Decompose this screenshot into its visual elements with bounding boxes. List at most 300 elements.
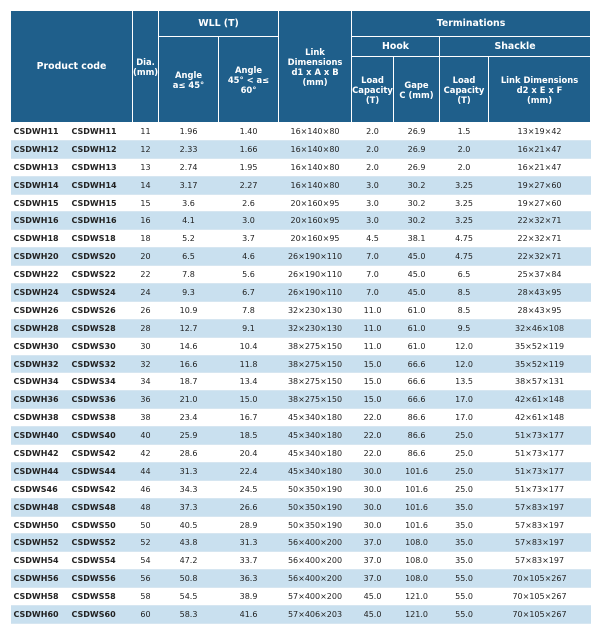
product-code-shackle-cell: CSDWH12 (70, 140, 133, 158)
link-dimensions-cell: 20×160×95 (279, 194, 352, 212)
wll-angle-60-cell: 4.6 (219, 248, 279, 266)
product-code-hook-cell: CSDWH20 (11, 248, 70, 266)
link-dimensions-cell: 57×406×203 (279, 606, 352, 624)
terminations-header: Terminations (352, 11, 591, 37)
shackle-load-capacity-cell: 8.5 (440, 284, 489, 302)
shackle-load-capacity-cell: 2.0 (440, 140, 489, 158)
wll-angle-45-cell: 43.8 (159, 534, 219, 552)
dia-header-title: Dia. (136, 56, 155, 67)
shackle-link-dimensions-cell: 19×27×60 (489, 194, 591, 212)
wll-angle-45-cell: 21.0 (159, 391, 219, 409)
table-row (11, 266, 591, 284)
hook-gape-cell: 30.2 (394, 194, 440, 212)
shackle-link-dimensions-cell: 16×21×47 (489, 158, 591, 176)
link-dimensions-cell: 32×230×130 (279, 319, 352, 337)
shackle-load-capacity-cell: 35.0 (440, 498, 489, 516)
link-dimensions-cell: 38×275×150 (279, 337, 352, 355)
table-row (11, 140, 591, 158)
shackle-load-capacity-header (440, 57, 489, 123)
product-code-shackle-cell: CSDWS60 (70, 606, 133, 624)
hook-header: Hook (352, 37, 440, 57)
product-code-hook-cell: CSDWH16 (11, 212, 70, 230)
link-dimensions-cell: 45×340×180 (279, 445, 352, 463)
wll-angle-45-cell: 28.6 (159, 445, 219, 463)
dia-cell: 54 (133, 552, 159, 570)
table-row (11, 194, 591, 212)
dia-cell: 34 (133, 373, 159, 391)
wll-angle-45-cell: 54.5 (159, 588, 219, 606)
product-code-hook-cell: CSDWH40 (11, 427, 70, 445)
product-code-shackle-cell: CSDWS22 (70, 266, 133, 284)
shackle-link-dimensions-cell: 22×32×71 (489, 230, 591, 248)
wll-angle-60-cell: 16.7 (219, 409, 279, 427)
dia-cell: 11 (133, 123, 159, 141)
hook-gape-cell: 45.0 (394, 248, 440, 266)
link-dimensions-cell: 50×350×190 (279, 498, 352, 516)
wll-angle-60-cell: 1.95 (219, 158, 279, 176)
dia-cell: 56 (133, 570, 159, 588)
hook-load-capacity-cell: 7.0 (352, 284, 394, 302)
dia-cell: 30 (133, 337, 159, 355)
link-dimensions-cell: 57×400×200 (279, 588, 352, 606)
wll-angle-60-cell: 18.5 (219, 427, 279, 445)
shackle-link-dimensions-cell: 57×83×197 (489, 516, 591, 534)
shackle-load-capacity-cell: 25.0 (440, 480, 489, 498)
wll-angle-45-cell: 58.3 (159, 606, 219, 624)
dia-cell: 52 (133, 534, 159, 552)
hook-gape-cell: 101.6 (394, 498, 440, 516)
wll-angle-45-cell: 47.2 (159, 552, 219, 570)
product-code-shackle-cell: CSDWS54 (70, 552, 133, 570)
product-code-shackle-cell: CSDWS42 (70, 445, 133, 463)
hook-gape-cell: 108.0 (394, 552, 440, 570)
shackle-link-dimensions-cell: 42×61×148 (489, 409, 591, 427)
hook-load-capacity-cell: 30.0 (352, 516, 394, 534)
shackle-load-capacity-cell: 3.25 (440, 176, 489, 194)
wll-angle-45-cell: 9.3 (159, 284, 219, 302)
wll-angle-60-cell: 13.4 (219, 373, 279, 391)
shackle-load-capacity-cell: 35.0 (440, 534, 489, 552)
wll-angle-45-cell: 7.8 (159, 266, 219, 284)
shackle-link-unit: (mm) (526, 94, 553, 105)
hook-gape-cell: 101.6 (394, 462, 440, 480)
dia-cell: 50 (133, 516, 159, 534)
product-code-shackle-cell: CSDWS30 (70, 337, 133, 355)
shackle-link-formula: d2 x E x F (516, 84, 563, 95)
product-code-hook-cell: CSDWH14 (11, 176, 70, 194)
shackle-load-capacity-cell: 35.0 (440, 516, 489, 534)
shackle-link-dimensions-cell: 35×52×119 (489, 355, 591, 373)
wll-angle-60-cell: 31.3 (219, 534, 279, 552)
hook-gape-cell: 66.6 (394, 355, 440, 373)
shackle-load-capacity-cell: 25.0 (440, 445, 489, 463)
angle-60-title: Angle (235, 64, 263, 75)
hook-load-capacity-header (352, 57, 394, 123)
hook-load-capacity-cell: 45.0 (352, 588, 394, 606)
link-dimensions-cell: 50×350×190 (279, 480, 352, 498)
hook-load-capacity-cell: 11.0 (352, 319, 394, 337)
shackle-load-capacity-cell: 17.0 (440, 391, 489, 409)
product-code-shackle-cell: CSDWS48 (70, 498, 133, 516)
hook-gape-unit: C (mm) (399, 89, 434, 100)
wll-angle-45-cell: 16.6 (159, 355, 219, 373)
hook-load-title: Load Capacity (352, 74, 393, 95)
shackle-link-dimensions-cell: 51×73×177 (489, 462, 591, 480)
hook-gape-cell: 86.6 (394, 409, 440, 427)
shackle-load-capacity-cell: 9.5 (440, 319, 489, 337)
table-row (11, 516, 591, 534)
angle-60-header (219, 37, 279, 123)
shackle-load-capacity-cell: 3.25 (440, 194, 489, 212)
link-dim-formula: d1 x A x B (291, 66, 339, 77)
shackle-load-capacity-cell: 55.0 (440, 570, 489, 588)
product-code-shackle-cell: CSDWS38 (70, 409, 133, 427)
hook-load-capacity-cell: 22.0 (352, 445, 394, 463)
product-code-hook-cell: CSDWH13 (11, 158, 70, 176)
shackle-link-dimensions-cell: 51×73×177 (489, 480, 591, 498)
product-code-shackle-cell: CSDWS50 (70, 516, 133, 534)
table-row (11, 373, 591, 391)
table-row (11, 498, 591, 516)
hook-load-capacity-cell: 7.0 (352, 248, 394, 266)
dia-cell: 12 (133, 140, 159, 158)
product-code-hook-cell: CSDWH56 (11, 570, 70, 588)
wll-angle-60-cell: 22.4 (219, 462, 279, 480)
product-code-hook-cell: CSDWH22 (11, 266, 70, 284)
hook-load-capacity-cell: 3.0 (352, 194, 394, 212)
table-row (11, 462, 591, 480)
link-dimensions-cell: 20×160×95 (279, 230, 352, 248)
hook-gape-cell: 45.0 (394, 266, 440, 284)
hook-gape-cell: 26.9 (394, 123, 440, 141)
hook-load-capacity-cell: 45.0 (352, 606, 394, 624)
hook-load-capacity-cell: 4.5 (352, 230, 394, 248)
dia-cell: 36 (133, 391, 159, 409)
wll-angle-45-cell: 5.2 (159, 230, 219, 248)
wll-angle-60-cell: 11.8 (219, 355, 279, 373)
link-dim-title: Link Dimensions (287, 46, 343, 67)
dia-cell: 18 (133, 230, 159, 248)
product-code-hook-cell: CSDWH30 (11, 337, 70, 355)
product-code-shackle-cell: CSDWS36 (70, 391, 133, 409)
product-code-hook-cell: CSDWS46 (11, 480, 70, 498)
link-dimensions-cell: 16×140×80 (279, 158, 352, 176)
hook-gape-cell: 101.6 (394, 480, 440, 498)
shackle-load-capacity-cell: 12.0 (440, 355, 489, 373)
hook-load-capacity-cell: 37.0 (352, 552, 394, 570)
hook-load-capacity-cell: 3.0 (352, 176, 394, 194)
hook-load-capacity-cell: 15.0 (352, 391, 394, 409)
hook-load-unit: (T) (365, 94, 380, 105)
hook-gape-cell: 66.6 (394, 391, 440, 409)
shackle-load-capacity-cell: 4.75 (440, 230, 489, 248)
hook-load-capacity-cell: 11.0 (352, 337, 394, 355)
shackle-link-dimensions-cell: 70×105×267 (489, 570, 591, 588)
shackle-link-dimensions-cell: 28×43×95 (489, 301, 591, 319)
link-dimensions-cell: 20×160×95 (279, 212, 352, 230)
link-dimensions-cell: 38×275×150 (279, 355, 352, 373)
wll-angle-45-cell: 3.6 (159, 194, 219, 212)
dia-cell: 32 (133, 355, 159, 373)
product-code-hook-cell: CSDWH38 (11, 409, 70, 427)
product-code-shackle-cell: CSDWH16 (70, 212, 133, 230)
angle-45-header (159, 37, 219, 123)
shackle-link-dimensions-cell: 13×19×42 (489, 123, 591, 141)
table-row (11, 480, 591, 498)
product-code-hook-cell: CSDWH26 (11, 301, 70, 319)
hook-load-capacity-cell: 30.0 (352, 498, 394, 516)
shackle-link-dimensions-cell: 28×43×95 (489, 284, 591, 302)
hook-gape-cell: 66.6 (394, 373, 440, 391)
wll-angle-60-cell: 38.9 (219, 588, 279, 606)
wll-angle-60-cell: 24.5 (219, 480, 279, 498)
shackle-load-capacity-cell: 17.0 (440, 409, 489, 427)
wll-angle-45-cell: 25.9 (159, 427, 219, 445)
table-row (11, 391, 591, 409)
shackle-load-capacity-cell: 1.5 (440, 123, 489, 141)
shackle-load-capacity-cell: 25.0 (440, 427, 489, 445)
shackle-link-dimensions-cell: 70×105×267 (489, 588, 591, 606)
wll-angle-45-cell: 40.5 (159, 516, 219, 534)
wll-angle-60-cell: 2.27 (219, 176, 279, 194)
hook-gape-cell: 61.0 (394, 301, 440, 319)
angle-45-title: Angle (175, 69, 203, 80)
shackle-link-dimensions-cell: 70×105×267 (489, 606, 591, 624)
wll-angle-60-cell: 26.6 (219, 498, 279, 516)
hook-load-capacity-cell: 15.0 (352, 355, 394, 373)
product-code-hook-cell: CSDWH52 (11, 534, 70, 552)
product-code-hook-cell: CSDWH11 (11, 123, 70, 141)
hook-gape-cell: 26.9 (394, 140, 440, 158)
wll-angle-60-cell: 15.0 (219, 391, 279, 409)
table-row (11, 248, 591, 266)
table-row (11, 284, 591, 302)
table-row (11, 355, 591, 373)
product-code-shackle-cell: CSDWH11 (70, 123, 133, 141)
shackle-link-title: Link Dimensions (500, 74, 579, 85)
shackle-link-dimensions-cell: 35×52×119 (489, 337, 591, 355)
wll-angle-60-cell: 9.1 (219, 319, 279, 337)
dia-cell: 13 (133, 158, 159, 176)
product-code-shackle-cell: CSDWS44 (70, 462, 133, 480)
product-code-shackle-cell: CSDWH15 (70, 194, 133, 212)
wll-angle-45-cell: 50.8 (159, 570, 219, 588)
product-code-header: Product code (11, 11, 133, 123)
hook-gape-cell: 108.0 (394, 570, 440, 588)
table-row (11, 176, 591, 194)
shackle-load-capacity-cell: 55.0 (440, 588, 489, 606)
hook-load-capacity-cell: 37.0 (352, 534, 394, 552)
product-code-shackle-cell: CSDWS20 (70, 248, 133, 266)
link-dimensions-cell: 45×340×180 (279, 427, 352, 445)
shackle-link-dimensions-cell: 32×46×108 (489, 319, 591, 337)
dia-cell: 48 (133, 498, 159, 516)
table-row (11, 212, 591, 230)
wll-angle-60-cell: 41.6 (219, 606, 279, 624)
dia-cell: 44 (133, 462, 159, 480)
wll-angle-45-cell: 34.3 (159, 480, 219, 498)
shackle-load-capacity-cell: 3.25 (440, 212, 489, 230)
dia-cell: 24 (133, 284, 159, 302)
product-code-hook-cell: CSDWH42 (11, 445, 70, 463)
dia-cell: 20 (133, 248, 159, 266)
hook-gape-cell: 121.0 (394, 588, 440, 606)
product-code-shackle-cell: CSDWS52 (70, 534, 133, 552)
table-body (11, 123, 591, 624)
hook-load-capacity-cell: 30.0 (352, 480, 394, 498)
link-dimensions-cell: 45×340×180 (279, 462, 352, 480)
product-code-shackle-cell: CSDWS24 (70, 284, 133, 302)
product-code-hook-cell: CSDWH28 (11, 319, 70, 337)
hook-load-capacity-cell: 2.0 (352, 158, 394, 176)
hook-load-capacity-cell: 15.0 (352, 373, 394, 391)
product-code-hook-cell: CSDWH32 (11, 355, 70, 373)
wll-angle-45-cell: 3.17 (159, 176, 219, 194)
wll-angle-45-cell: 1.96 (159, 123, 219, 141)
wll-header: WLL (T) (159, 11, 279, 37)
shackle-link-dimensions-cell: 51×73×177 (489, 445, 591, 463)
link-dimensions-cell: 56×400×200 (279, 570, 352, 588)
product-code-hook-cell: CSDWH36 (11, 391, 70, 409)
dia-cell: 38 (133, 409, 159, 427)
angle-60-condition: 45° < a≤ 60° (227, 74, 270, 95)
product-code-shackle-cell: CSDWS56 (70, 570, 133, 588)
wll-angle-45-cell: 14.6 (159, 337, 219, 355)
product-code-hook-cell: CSDWH58 (11, 588, 70, 606)
hook-load-capacity-cell: 22.0 (352, 427, 394, 445)
wll-angle-60-cell: 28.9 (219, 516, 279, 534)
table-row (11, 337, 591, 355)
hook-load-capacity-cell: 30.0 (352, 462, 394, 480)
shackle-load-capacity-cell: 2.0 (440, 158, 489, 176)
product-code-hook-cell: CSDWH60 (11, 606, 70, 624)
shackle-load-capacity-cell: 6.5 (440, 266, 489, 284)
dia-cell: 28 (133, 319, 159, 337)
dia-cell: 58 (133, 588, 159, 606)
hook-load-capacity-cell: 3.0 (352, 212, 394, 230)
shackle-link-dimensions-cell: 19×27×60 (489, 176, 591, 194)
product-code-shackle-cell: CSDWS18 (70, 230, 133, 248)
wll-angle-60-cell: 10.4 (219, 337, 279, 355)
dia-cell: 40 (133, 427, 159, 445)
product-code-hook-cell: CSDWH18 (11, 230, 70, 248)
spec-table-container (10, 10, 590, 624)
table-row (11, 230, 591, 248)
product-code-hook-cell: CSDWH34 (11, 373, 70, 391)
angle-45-condition: a≤ 45° (172, 79, 205, 90)
hook-load-capacity-cell: 22.0 (352, 409, 394, 427)
wll-angle-45-cell: 37.3 (159, 498, 219, 516)
wll-angle-45-cell: 10.9 (159, 301, 219, 319)
wll-angle-45-cell: 2.33 (159, 140, 219, 158)
link-dimensions-cell: 38×275×150 (279, 373, 352, 391)
link-dimensions-header (279, 11, 352, 123)
hook-gape-cell: 121.0 (394, 606, 440, 624)
link-dimensions-cell: 26×190×110 (279, 284, 352, 302)
hook-gape-cell: 108.0 (394, 534, 440, 552)
shackle-link-dimensions-cell: 38×57×131 (489, 373, 591, 391)
hook-gape-title: Gape (404, 79, 429, 90)
wll-angle-45-cell: 6.5 (159, 248, 219, 266)
link-dimensions-cell: 16×140×80 (279, 140, 352, 158)
shackle-load-capacity-cell: 12.0 (440, 337, 489, 355)
shackle-link-dimensions-cell: 25×37×84 (489, 266, 591, 284)
hook-load-capacity-cell: 7.0 (352, 266, 394, 284)
dia-cell: 16 (133, 212, 159, 230)
wll-angle-60-cell: 6.7 (219, 284, 279, 302)
product-code-shackle-cell: CSDWS42 (70, 480, 133, 498)
product-code-shackle-cell: CSDWS28 (70, 319, 133, 337)
wll-angle-60-cell: 2.6 (219, 194, 279, 212)
table-row (11, 319, 591, 337)
product-code-shackle-cell: CSDWH14 (70, 176, 133, 194)
link-dimensions-cell: 50×350×190 (279, 516, 352, 534)
dia-cell: 26 (133, 301, 159, 319)
link-dimensions-cell: 56×400×200 (279, 534, 352, 552)
hook-gape-cell: 30.2 (394, 212, 440, 230)
shackle-link-dimensions-cell: 22×32×71 (489, 212, 591, 230)
dia-cell: 46 (133, 480, 159, 498)
shackle-load-unit: (T) (457, 94, 471, 105)
link-dimensions-cell: 56×400×200 (279, 552, 352, 570)
hook-load-capacity-cell: 37.0 (352, 570, 394, 588)
table-row (11, 588, 591, 606)
link-dimensions-cell: 26×190×110 (279, 248, 352, 266)
hook-gape-cell: 86.6 (394, 445, 440, 463)
link-dimensions-cell: 16×140×80 (279, 123, 352, 141)
dia-header-unit: (mm) (133, 66, 159, 77)
wll-angle-60-cell: 1.66 (219, 140, 279, 158)
product-code-hook-cell: CSDWH50 (11, 516, 70, 534)
wll-angle-45-cell: 23.4 (159, 409, 219, 427)
link-dimensions-cell: 38×275×150 (279, 391, 352, 409)
wll-angle-60-cell: 3.7 (219, 230, 279, 248)
wll-angle-60-cell: 33.7 (219, 552, 279, 570)
table-row (11, 123, 591, 141)
dia-cell: 60 (133, 606, 159, 624)
product-code-shackle-cell: CSDWS58 (70, 588, 133, 606)
hook-gape-cell: 26.9 (394, 158, 440, 176)
wll-angle-60-cell: 7.8 (219, 301, 279, 319)
shackle-link-dimensions-cell: 16×21×47 (489, 140, 591, 158)
hook-load-capacity-cell: 11.0 (352, 301, 394, 319)
product-code-hook-cell: CSDWH24 (11, 284, 70, 302)
wll-angle-60-cell: 36.3 (219, 570, 279, 588)
shackle-load-capacity-cell: 55.0 (440, 606, 489, 624)
table-row (11, 606, 591, 624)
product-code-hook-cell: CSDWH15 (11, 194, 70, 212)
table-row (11, 534, 591, 552)
table-row (11, 158, 591, 176)
table-header (11, 11, 591, 123)
hook-gape-cell: 30.2 (394, 176, 440, 194)
shackle-link-dimensions-cell: 42×61×148 (489, 391, 591, 409)
shackle-load-capacity-cell: 25.0 (440, 462, 489, 480)
wll-angle-60-cell: 5.6 (219, 266, 279, 284)
shackle-header: Shackle (440, 37, 591, 57)
hook-gape-header (394, 57, 440, 123)
link-dim-unit: (mm) (302, 76, 328, 87)
hook-gape-cell: 61.0 (394, 319, 440, 337)
shackle-link-dimensions-cell: 57×83×197 (489, 534, 591, 552)
product-code-shackle-cell: CSDWS34 (70, 373, 133, 391)
dia-cell: 22 (133, 266, 159, 284)
hook-gape-cell: 38.1 (394, 230, 440, 248)
shackle-load-title: Load Capacity (443, 74, 485, 95)
link-dimensions-cell: 16×140×80 (279, 176, 352, 194)
product-code-hook-cell: CSDWH44 (11, 462, 70, 480)
hook-load-capacity-cell: 2.0 (352, 140, 394, 158)
